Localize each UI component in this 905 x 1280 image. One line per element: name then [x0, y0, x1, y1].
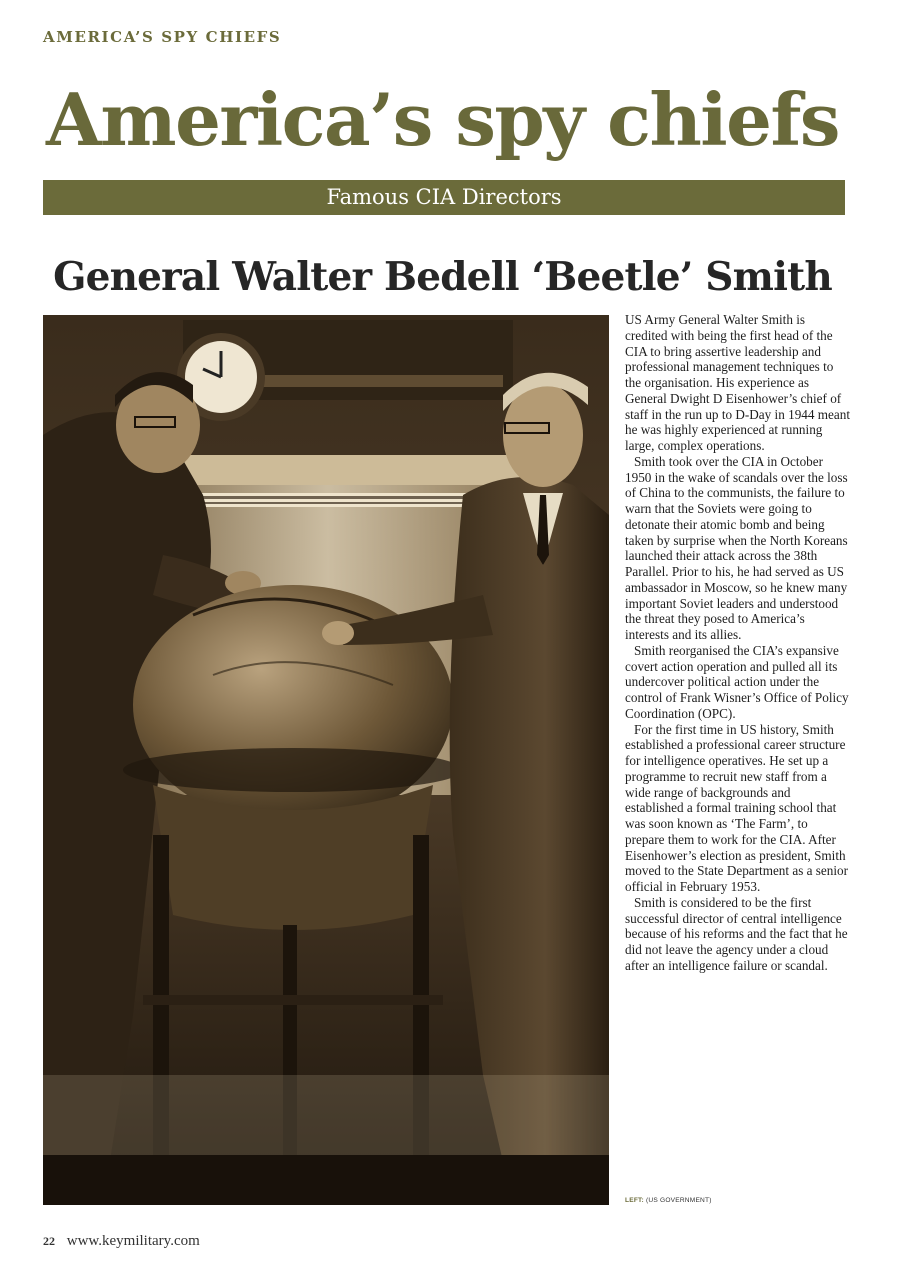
article-paragraph-1: US Army General Walter Smith is credited with being the first head of the CIA to bring assertive leadership and professional management techniques to the organisation. His experience as General Dwight D Eisenhower’s chief of staff in the run up to D-Day in 1944 meant he was highly experienced at running large, complex operations. [625, 312, 850, 453]
article-heading: General Walter Bedell ‘Beetle’ Smith [53, 254, 832, 300]
photo-illustration [43, 315, 609, 1205]
footer-url[interactable]: www.keymilitary.com [66, 1233, 200, 1249]
article-paragraph-4: For the first time in US history, Smith established a professional career structure for intelligence operatives. He set up a programme to recruit new staff from a wide range of backgrounds and established a formal training school that was soon known as ‘The Farm’, to prepare them to work for the CIA. After Eisenhower’s election as president, Smith moved to the State Department as a senior official in February 1953. [625, 721, 849, 894]
page-footer [43, 1233, 200, 1250]
article-paragraph-3: Smith reorganised the CIA’s expansive covert action operation and pulled all its undercover political action under the control of Frank Wisner’s Office of Policy Coordination (OPC). [625, 642, 849, 721]
banner-text: Famous CIA Directors [326, 185, 562, 209]
photo-credit-text: (US GOVERNMENT) [646, 1197, 712, 1204]
article-paragraph-2: Smith took over the CIA in October 1950 in the wake of scandals over the loss of China to the communists, the failure to warn that the Soviets were going to detonate their atomic bomb and being taken by surprise when the North Koreans launched their attack across the 38th Parallel. Prior to his, he had served as US ambassador in Moscow, so he knew many important Soviet leaders and understood the threat they posed to America’s interests and its allies. [625, 453, 848, 642]
historic-photo [43, 315, 609, 1205]
subtitle-banner [43, 180, 845, 215]
page-number: 22 [43, 1234, 55, 1248]
page-title: America’s spy chiefs [46, 77, 839, 162]
section-label: AMERICA’S SPY CHIEFS [43, 28, 282, 46]
photo-credit-label: LEFT: [625, 1197, 644, 1204]
photo-credit [625, 1197, 712, 1204]
article-body [625, 312, 850, 974]
article-paragraph-5: Smith is considered to be the first successful director of central intelligence because of his reforms and the fact that he did not leave the agency under a cloud after an intelligence failure or scandal. [625, 894, 848, 973]
